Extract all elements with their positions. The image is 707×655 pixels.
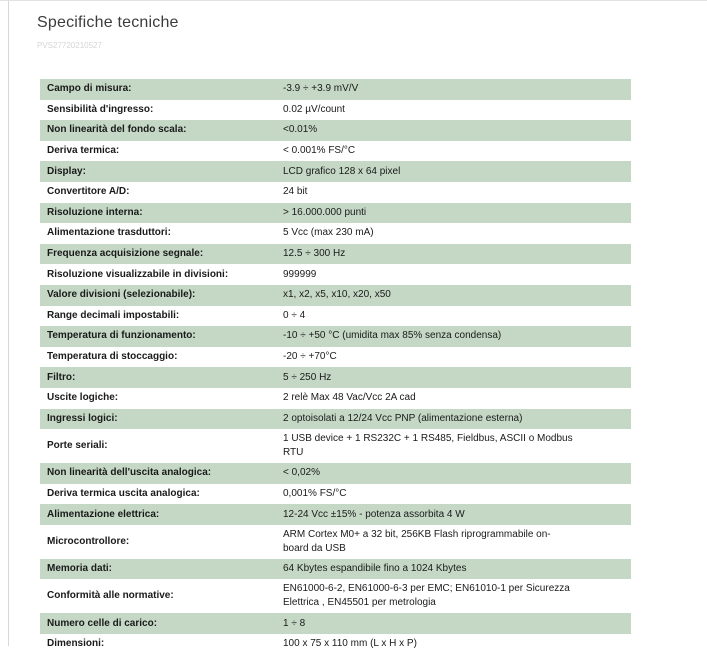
spec-label: Campo di misura: <box>47 83 132 95</box>
spec-label: Valore divisioni (selezionabile): <box>47 289 196 301</box>
spec-row <box>40 579 631 613</box>
spec-row <box>40 182 631 203</box>
spec-table <box>40 79 631 655</box>
spec-value: < 0.001% FS/°C <box>283 145 356 157</box>
spec-value: ARM Cortex M0+ a 32 bit, 256KB Flash riprogrammabile on-board da USB <box>283 528 551 554</box>
spec-label: Sensibilità d'ingresso: <box>47 103 154 115</box>
spec-label: Risoluzione visualizzabile in divisioni: <box>47 268 229 280</box>
spec-label: Porte seriali: <box>47 440 108 452</box>
spec-label: Uscite logiche: <box>47 392 119 404</box>
spec-value: <0.01% <box>283 124 318 136</box>
spec-row <box>40 613 631 634</box>
spec-row <box>40 634 631 655</box>
spec-label: Non linearità del fondo scala: <box>47 124 187 136</box>
spec-value: -3.9 ÷ +3.9 mV/V <box>283 83 359 95</box>
spec-label: Display: <box>47 165 86 177</box>
spec-label: Temperatura di stoccaggio: <box>47 351 178 363</box>
spec-row <box>40 367 631 388</box>
spec-row <box>40 244 631 265</box>
spec-row <box>40 559 631 580</box>
spec-label: Microcontrollore: <box>47 535 130 547</box>
spec-label: Filtro: <box>47 371 76 383</box>
spec-value: 24 bit <box>283 186 308 198</box>
spec-value: 0 ÷ 4 <box>283 309 306 321</box>
spec-row <box>40 120 631 141</box>
page-left-border <box>8 1 9 646</box>
spec-value: -20 ÷ +70°C <box>283 351 337 363</box>
spec-row <box>40 409 631 430</box>
spec-label: Alimentazione elettrica: <box>47 508 160 520</box>
spec-value: 12-24 Vcc ±15% - potenza assorbita 4 W <box>283 508 465 520</box>
spec-value: 5 ÷ 250 Hz <box>283 371 332 383</box>
spec-label: Ingressi logici: <box>47 412 118 424</box>
spec-label: Deriva termica: <box>47 145 120 157</box>
spec-value: LCD grafico 128 x 64 pixel <box>283 165 401 177</box>
spec-label: Deriva termica uscita analogica: <box>47 487 200 499</box>
spec-row <box>40 223 631 244</box>
spec-value: EN61000-6-2, EN61000-6-3 per EMC; EN61010-1 per Sicurezza Elettrica , EN45501 per metrologia <box>283 583 570 609</box>
spec-value: 1 ÷ 8 <box>283 617 306 629</box>
spec-row <box>40 264 631 285</box>
spec-value: 0,001% FS/°C <box>283 487 347 499</box>
spec-value: 0.02 µV/count <box>283 103 345 115</box>
spec-value: 12.5 ÷ 300 Hz <box>283 248 346 260</box>
spec-label: Convertitore A/D: <box>47 186 130 198</box>
spec-label: Frequenza acquisizione segnale: <box>47 248 204 260</box>
spec-row <box>40 79 631 100</box>
spec-row <box>40 326 631 347</box>
spec-label: Conformità alle normative: <box>47 590 174 602</box>
spec-label: Memoria dati: <box>47 563 113 575</box>
spec-row <box>40 347 631 368</box>
spec-label: Risoluzione interna: <box>47 206 143 218</box>
spec-value: 1 USB device + 1 RS232C + 1 RS485, Fieldbus, ASCII o Modbus RTU <box>283 433 573 459</box>
spec-row <box>40 285 631 306</box>
spec-value: -10 ÷ +50 °C (umidita max 85% senza condensa) <box>283 330 502 342</box>
spec-row <box>40 100 631 121</box>
spec-row <box>40 484 631 505</box>
spec-row <box>40 525 631 559</box>
spec-value: x1, x2, x5, x10, x20, x50 <box>283 289 391 301</box>
spec-row <box>40 463 631 484</box>
spec-row <box>40 141 631 162</box>
spec-label: Numero celle di carico: <box>47 617 158 629</box>
spec-value: 100 x 75 x 110 mm (L x H x P) <box>283 638 417 650</box>
spec-value: > 16.000.000 punti <box>283 206 367 218</box>
spec-value: 2 relè Max 48 Vac/Vcc 2A cad <box>283 392 416 404</box>
spec-label: Non linearità dell'uscita analogica: <box>47 467 212 479</box>
spec-label: Alimentazione trasduttori: <box>47 227 171 239</box>
spec-value: < 0,02% <box>283 467 320 479</box>
spec-value: 5 Vcc (max 230 mA) <box>283 227 374 239</box>
spec-row <box>40 504 631 525</box>
spec-row <box>40 429 631 463</box>
spec-label: Range decimali impostabili: <box>47 309 180 321</box>
spec-value: 2 optoisolati a 12/24 Vcc PNP (alimentazione esterna) <box>283 412 523 424</box>
spec-value: 999999 <box>283 268 317 280</box>
spec-row <box>40 306 631 327</box>
document-code: PVS27720210527 <box>37 41 102 50</box>
spec-row <box>40 388 631 409</box>
spec-label: Temperatura di funzionamento: <box>47 330 196 342</box>
page-title: Specifiche tecniche <box>37 14 179 31</box>
spec-label: Dimensioni: <box>47 638 105 650</box>
spec-row <box>40 161 631 182</box>
spec-value: 64 Kbytes espandibile fino a 1024 Kbytes <box>283 563 467 575</box>
spec-row <box>40 203 631 224</box>
